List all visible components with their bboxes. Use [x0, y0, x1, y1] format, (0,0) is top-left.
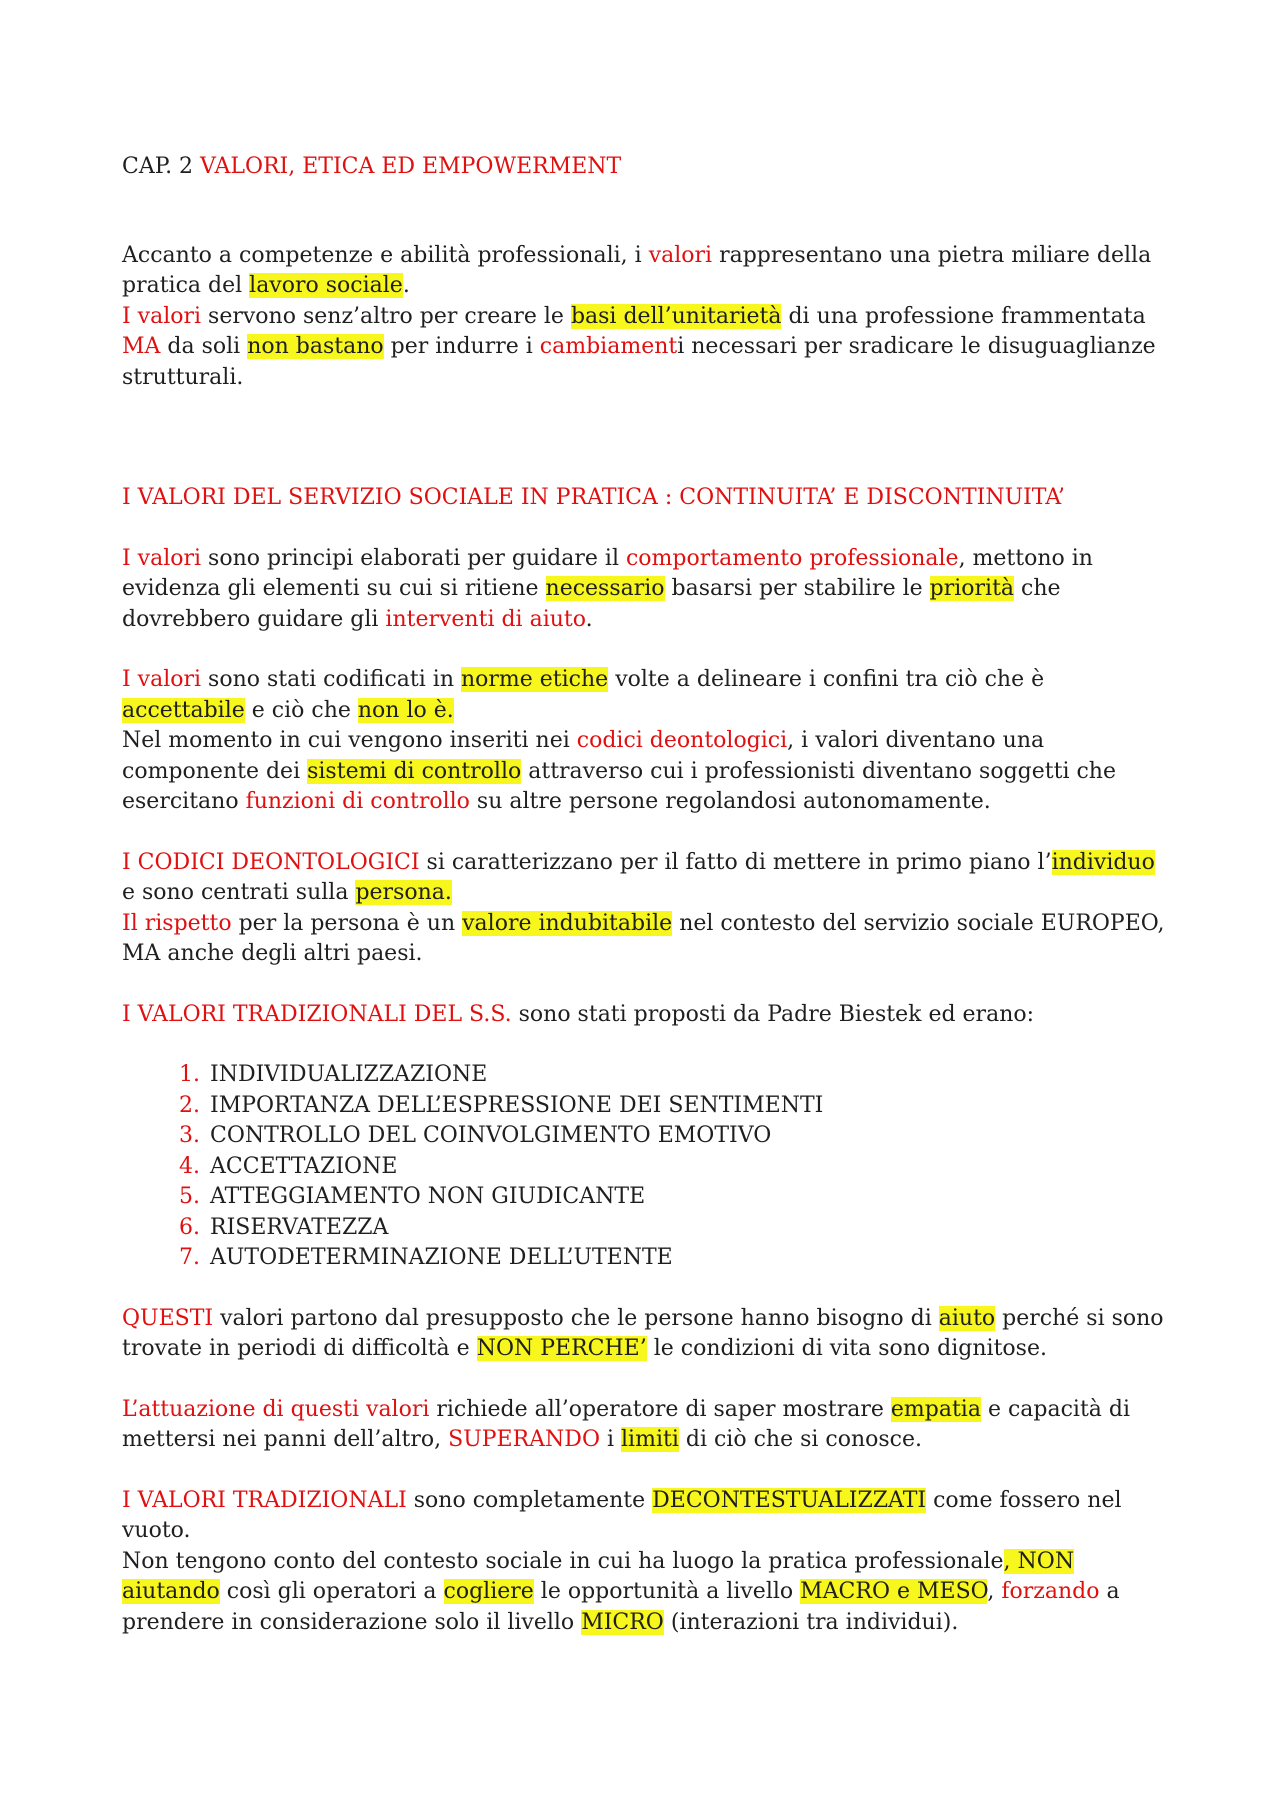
text-highlight: MACRO e MESO: [800, 1579, 988, 1604]
list-number: 2.: [179, 1092, 200, 1118]
text-highlight: sistemi di controllo: [307, 758, 522, 784]
text-highlight: limiti: [621, 1427, 679, 1452]
text-red: cambiament: [539, 334, 678, 359]
text: per la persona è un: [231, 910, 463, 936]
text-red: codici deontologici: [576, 728, 788, 753]
text-red: comportamento professionale: [625, 545, 959, 571]
text-red: I CODICI DEONTOLOGICI: [122, 849, 420, 875]
list-number: 6.: [179, 1214, 200, 1240]
list-item: [122, 1060, 1167, 1091]
text-highlight: aiuto: [938, 1305, 996, 1331]
intro-paragraph: [122, 241, 1167, 302]
text: così gli operatori a: [219, 1579, 444, 1604]
text-red: MA: [122, 334, 161, 359]
list-text: IMPORTANZA DELL’ESPRESSIONE DEI SENTIMENTI: [210, 1092, 824, 1118]
text-highlight: basi dell’unitarietà: [570, 303, 782, 329]
list-number: 5.: [179, 1184, 200, 1209]
list-number: 4.: [179, 1153, 200, 1179]
text-highlight: valore indubitabile: [462, 910, 673, 936]
paragraph-deontological-codes: [122, 726, 1167, 818]
paragraph-empathy: [122, 1395, 1167, 1456]
text: su altre persone regolandosi autonomamente.: [469, 789, 991, 814]
text: e ciò che: [244, 697, 358, 723]
paragraph-traditional-values-intro: [122, 1000, 1167, 1031]
text: di una professione frammentata: [781, 303, 1146, 329]
text: come fossero nel vuoto.: [122, 1487, 1122, 1543]
text: sono stati codificati in: [201, 667, 461, 692]
text-red: valori: [648, 242, 713, 268]
text-highlight: empatia: [890, 1396, 981, 1422]
paragraph-respect: [122, 909, 1167, 970]
text-red: SUPERANDO: [448, 1427, 600, 1452]
text-red: Il rispetto: [122, 910, 232, 936]
text: rappresentano una pietra miliare della pratica del: [122, 242, 1152, 298]
text: richiede all’operatore di saper mostrare: [429, 1396, 891, 1422]
text-highlight: individuo: [1051, 849, 1155, 875]
text: i: [599, 1427, 622, 1452]
list-number: 7.: [179, 1245, 200, 1270]
text: Non tengono conto del contesto sociale in cui ha luogo la pratica professionale: [122, 1548, 1004, 1574]
text-highlight: non bastano: [247, 334, 384, 359]
list-item: [122, 1121, 1167, 1152]
text-highlight: persona.: [355, 880, 452, 905]
text-highlight: cogliere: [443, 1579, 534, 1604]
text-highlight: lavoro sociale: [249, 273, 403, 298]
text-red: I valori: [122, 545, 202, 571]
document-page: [122, 152, 1167, 1638]
list-number: 1.: [179, 1062, 200, 1087]
text-red: funzioni di controllo: [245, 789, 470, 814]
paragraph-decontextualized: [122, 1486, 1167, 1547]
text-highlight: priorità: [929, 576, 1015, 601]
intro-paragraph-2: [122, 302, 1167, 394]
page-title: [122, 152, 1167, 183]
list-item: [122, 1213, 1167, 1244]
text: Accanto a competenze e abilità professionali, i: [122, 242, 649, 268]
list-item: [122, 1243, 1167, 1274]
text: che dovrebbero guidare gli: [122, 576, 1061, 632]
text: .: [402, 273, 410, 298]
text: sono stati proposti da Padre Biestek ed erano:: [511, 1001, 1035, 1027]
list-item: [122, 1152, 1167, 1183]
text-highlight: non lo è.: [357, 697, 454, 723]
list-item: [122, 1182, 1167, 1213]
list-text: INDIVIDUALIZZAZIONE: [210, 1062, 488, 1087]
text: attraverso cui i professionisti diventano soggetti che esercitano: [122, 758, 1116, 814]
text: e sono centrati sulla: [122, 880, 356, 905]
list-text: ACCETTAZIONE: [210, 1153, 398, 1179]
text-red: I valori: [122, 303, 202, 329]
text: nel contesto del servizio sociale EUROPEO, MA anche degli altri paesi.: [122, 910, 1165, 966]
text-highlight: MICRO: [581, 1609, 664, 1635]
text: da soli: [160, 334, 248, 359]
text: , mettono in evidenza gli elementi su cui si ritiene: [122, 545, 1093, 601]
text: e capacità di mettersi nei panni dell’altro,: [122, 1396, 1131, 1452]
text: valori partono dal presupposto che le persone hanno bisogno di: [213, 1305, 939, 1331]
text: sono completamente: [406, 1487, 653, 1513]
text: per indurre i: [383, 334, 540, 359]
text: Nel momento in cui vengono inseriti nei: [122, 728, 577, 753]
text-highlight: necessario: [545, 576, 665, 601]
text: i necessari per sradicare le disuguaglianze strutturali.: [122, 334, 1156, 390]
text-highlight: NON PERCHE’: [476, 1336, 647, 1361]
text-red: I valori: [122, 667, 202, 692]
list-text: CONTROLLO DEL COINVOLGIMENTO EMOTIVO: [210, 1123, 772, 1148]
list-item: [122, 1091, 1167, 1122]
text-highlight: DECONTESTUALIZZATI: [652, 1487, 927, 1513]
text: le condizioni di vita sono dignitose.: [646, 1336, 1047, 1361]
list-text: RISERVATEZZA: [210, 1214, 389, 1240]
text-red: QUESTI: [122, 1305, 214, 1331]
section-heading: I VALORI DEL SERVIZIO SOCIALE IN PRATICA : CONTINUITA’ E DISCONTINUITA’: [122, 485, 1065, 510]
text: le opportunità a livello: [533, 1579, 801, 1604]
list-text: AUTODETERMINAZIONE DELL’UTENTE: [210, 1245, 673, 1270]
list-number: 3.: [179, 1123, 200, 1148]
traditional-values-list: [122, 1060, 1167, 1274]
text-highlight: norme etiche: [460, 667, 609, 692]
text-highlight: , NON aiutando: [122, 1548, 1075, 1604]
list-text: ATTEGGIAMENTO NON GIUDICANTE: [210, 1184, 646, 1209]
paragraph-ethical-norms: [122, 665, 1167, 726]
text: , i valori diventano una componente dei: [122, 728, 1045, 784]
title-prefix: CAP. 2: [122, 154, 201, 179]
text: perché si sono trovate in periodi di difficoltà e: [122, 1305, 1164, 1361]
text-red: I VALORI TRADIZIONALI: [122, 1487, 407, 1513]
text-red: interventi di aiuto: [385, 606, 586, 632]
title-main: VALORI, ETICA ED EMPOWERMENT: [200, 154, 622, 179]
text: volte a delineare i confini tra ciò che è: [608, 667, 1045, 692]
text: sono principi elaborati per guidare il: [201, 545, 626, 571]
text-red: L’attuazione di questi valori: [122, 1396, 430, 1422]
text: ,: [987, 1579, 1002, 1604]
text: di ciò che si conosce.: [678, 1427, 923, 1452]
paragraph-values-definition: [122, 544, 1167, 636]
text: (interazioni tra individui).: [663, 1609, 959, 1635]
paragraph-codes-individual: [122, 848, 1167, 909]
text: a prendere in considerazione solo il livello: [122, 1579, 1120, 1635]
paragraph-social-context: [122, 1547, 1167, 1639]
text: basarsi per stabilire le: [664, 576, 930, 601]
text: servono senz’altro per creare le: [201, 303, 571, 329]
text: si caratterizzano per il fatto di mettere in primo piano l’: [419, 849, 1052, 875]
text: .: [585, 606, 593, 632]
text-red: forzando: [1001, 1579, 1100, 1604]
paragraph-assumption: [122, 1304, 1167, 1365]
text-highlight: accettabile: [122, 697, 245, 723]
text-red: I VALORI TRADIZIONALI DEL S.S.: [122, 1001, 512, 1027]
